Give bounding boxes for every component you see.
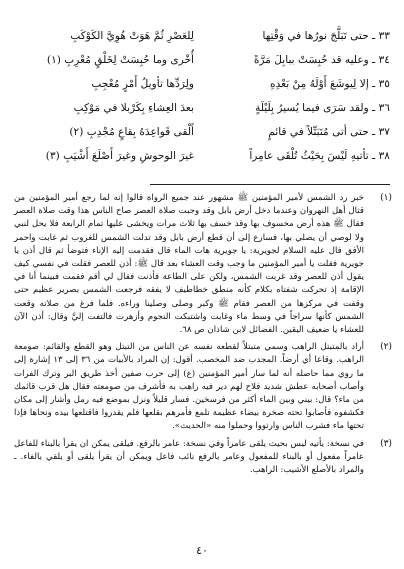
verse-line	[14, 96, 390, 120]
footnote-marker: (٢)	[380, 342, 392, 353]
first-hemistich: ٣٨ ـ تأتيهِ لَيْسَ بِحَيْثُ تُلْقَى عامِراً	[249, 150, 390, 162]
first-hemistich: ٣٥ ـ إلا لِيوشَعَ أَوْلَهُ مِنْ بَعْدِهِ	[270, 78, 390, 90]
second-hemistich: بعدَ العِشاءِ بِكَرْبلا في مَوْكِبِ	[73, 102, 194, 114]
footnote	[12, 192, 392, 337]
first-hemistich: ٣٣ ـ حتى تَبَلَّجَ نورُها في وَقْتِها	[262, 30, 390, 42]
verse-line	[14, 72, 390, 96]
footnote	[12, 438, 392, 478]
footnote-marker: (١)	[380, 193, 392, 203]
footnote-separator	[150, 184, 390, 185]
second-hemistich: ولِرَدِّها تأويلُ أَمْرٍ مُعْجِبِ	[91, 78, 194, 90]
footnote	[12, 341, 392, 433]
second-hemistich: أُخْرى وما حُبِسَتْ لِخَلْقٍ مُعْرِبِ (١)	[46, 54, 194, 66]
first-hemistich: ٣٦ ـ ولقد سَرَى فيما يُسيرُ بِلَيْلَةٍ	[255, 102, 390, 114]
page-number: ٤٠	[196, 544, 208, 557]
second-hemistich: غيرَ الوحوشِ وغيرَ أَصْلَعَ أَشْيَبِ (٣)	[45, 150, 194, 162]
footnote-text: في نسخة: يأتيه ليس بحيث يلقى عامراً وفي نسخة: عامر بالرفع. فيلقى يمكن ان يقرأ بالبناء للفاعل عامراً مفعول أو بالبناء للمفعول وعامر بالرفع نائب فاعل ويمكن أن يقرأ يلقى أو يلقي بالفاء. ـ والمراد بالأصلع الأشيب: الراهب.	[14, 438, 364, 476]
footnotes	[12, 192, 392, 481]
poem-block	[14, 24, 390, 176]
verse-line	[14, 120, 390, 144]
first-hemistich: ٣٧ ـ حتى أتى مُتَبَتِّلاً في قائمٍ	[268, 126, 390, 138]
verse-line	[14, 48, 390, 72]
second-hemistich: أَلْقى قَواعِدَهُ بِقاعٍ مُجْدِبِ (٢)	[69, 126, 194, 138]
footnote-text: خبر رد الشمس لأمير المؤمنين ﷺ مشهور عند جميع الرواة قالوا إنه لما رجع أمير المؤمنين من قتال أهل النهروان وعندما دخل أرض بابل وقد وجبت صلاة العصر صاح الناس هذا وقت صلاة العصر فقال ﷺ هذه أرض مخسوف بها وقد خسف بها ثلاث مرات ويخشى عليها تمام الرابعة فلا يحل لنبي ولا لوصي أن يصلي بها، فسارع إلى أن قطع أرض بابل وقد تدلت الشمس للغروب ثم غابت واحمر الأفق فال عليه السلام لجويرية: يا جويرية هات الماء قال فقدمت إليه الإناء فتوضأ ثم قال أذن يا جويرية فقلت يا أمير المؤمنين ما وجب وقت العشاء بعد قال ﷺ: أذن للعصر فقلت في نفسي كيف يقول أذن للعصر وقد غربت الشمس، ولكن على الطاعة فأذنت فقال لي أقم فقمت فبينما أنا في الإقامة إذ تحركت شفتاه بكلام كأنه منطق خطاطيف لا يفقه فرجعت الشمس بصرير عظيم حتى وقفت في مركزها من العصر فقام ﷺ وكبر وصلى وصلينا وراءه. فلما فرغ من صلاته وقعت الشمس كأنها سراجاً في وسط ماء وغابت واشتبكت النجوم وأزهرت فالتفت إليَّ وقال: أذن الآن للعشاء يا ضعيف اليقين. الفضائل لابن شاذان ص ٦٨.	[14, 193, 364, 336]
second-hemistich: لِلعَصْرِ ثُمَّ هَوَتْ هُوِيَّ الكَوْكَبِ	[70, 30, 194, 42]
verse-line	[14, 24, 390, 48]
footnote-text: أراد بالمتبتل الراهب وسمي متبتلاً لقطعه نفسه عن الناس من التبتل وهو القطع والقائم: صومعة الراهب. وقاعا أي أرضاً. المجدب ضد المخصب. أقول: إن المراد بالأبيات من ٣٦ إلى ١٣ إشارة إلى ما روي مما حاصله أنه لما سار أمير المؤمنين (ع) إلى حرب صفين أخذ طريق البر وترك الفرات وأصاب أصحابه عطش شديد فلاح لهم دير فيه راهب به فأشرف من صومعته فقال هل قرب قائمك من ماء؟ قال: بيني وبين الماء أكثر من فرسخين. فسار قليلاً ونزل بموضع فيه رمل وأشار إلى مكان فكشفوه فأصابوا تحته صخرة بيضاء عظيمة تلمع فأمرهم بقلعها فلم يقدروا فاقتلعها بيده ونحاها فإذا تحتها ماء فشرب الناس وارتووا وحملوا منه «الحديث».	[14, 342, 364, 432]
first-hemistich: ٣٤ ـ وعليه قد حُبِسَتْ ببابِلَ مَرَّةً	[253, 54, 390, 66]
verse-line	[14, 144, 390, 168]
footnote-marker: (٣)	[380, 438, 392, 449]
